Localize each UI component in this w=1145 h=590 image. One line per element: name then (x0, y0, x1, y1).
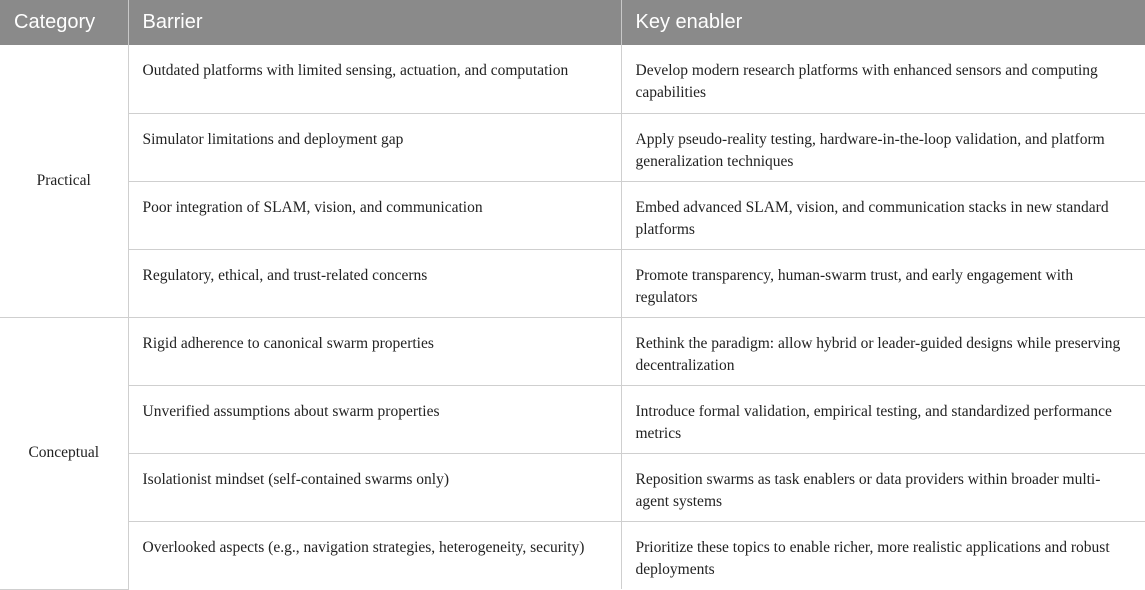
enabler-cell: Promote transparency, human-swarm trust, and early engagement with regulators (621, 249, 1145, 317)
table-row (0, 385, 1145, 453)
barrier-cell: Regulatory, ethical, and trust-related concerns (128, 249, 621, 317)
enabler-cell: Embed advanced SLAM, vision, and communication stacks in new standard platforms (621, 181, 1145, 249)
barrier-cell: Outdated platforms with limited sensing, actuation, and computation (128, 45, 621, 113)
category-cell-practical: Practical (0, 45, 128, 317)
barrier-cell: Simulator limitations and deployment gap (128, 113, 621, 181)
enabler-cell: Develop modern research platforms with enhanced sensors and computing capabilities (621, 45, 1145, 113)
table-row (0, 249, 1145, 317)
enabler-cell: Reposition swarms as task enablers or data providers within broader multi-agent systems (621, 453, 1145, 521)
table-row (0, 317, 1145, 385)
header-row (0, 0, 1145, 45)
barrier-cell: Rigid adherence to canonical swarm properties (128, 317, 621, 385)
header-barrier: Barrier (128, 0, 621, 45)
enabler-cell: Introduce formal validation, empirical testing, and standardized performance metrics (621, 385, 1145, 453)
barrier-cell: Poor integration of SLAM, vision, and communication (128, 181, 621, 249)
barrier-cell: Unverified assumptions about swarm properties (128, 385, 621, 453)
barrier-cell: Overlooked aspects (e.g., navigation strategies, heterogeneity, security) (128, 521, 621, 589)
category-cell-conceptual: Conceptual (0, 317, 128, 589)
header-category: Category (0, 0, 128, 45)
table-row (0, 45, 1145, 113)
table-row (0, 181, 1145, 249)
barrier-cell: Isolationist mindset (self-contained swarms only) (128, 453, 621, 521)
table-row (0, 521, 1145, 589)
table-row (0, 453, 1145, 521)
enabler-cell: Rethink the paradigm: allow hybrid or leader-guided designs while preserving decentralization (621, 317, 1145, 385)
enabler-cell: Apply pseudo-reality testing, hardware-in-the-loop validation, and platform generalization techniques (621, 113, 1145, 181)
table-row (0, 113, 1145, 181)
enabler-cell: Prioritize these topics to enable richer, more realistic applications and robust deployments (635, 538, 1110, 578)
header-key-enabler: Key enabler (621, 0, 1145, 45)
